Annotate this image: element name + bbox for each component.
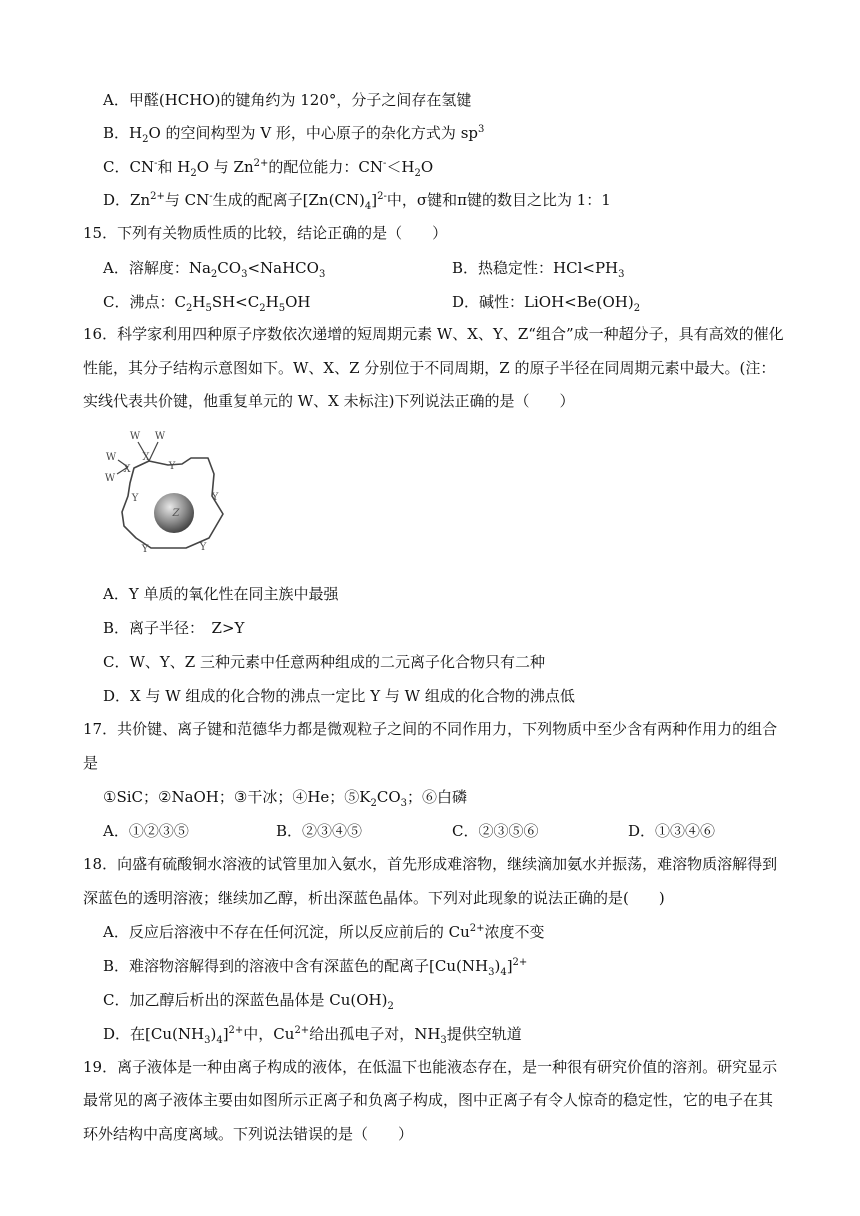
subscript: 2 bbox=[414, 168, 421, 179]
w-label: W bbox=[154, 431, 166, 442]
q15-option-b bbox=[452, 257, 625, 279]
q17-option-a: A．①②③⑤ bbox=[103, 822, 189, 840]
text: 的配位能力：CN bbox=[268, 158, 383, 176]
text: H bbox=[265, 293, 279, 311]
text: ] bbox=[371, 191, 378, 209]
text: O bbox=[420, 158, 434, 176]
z-label: Z bbox=[172, 508, 180, 519]
text: ] bbox=[506, 957, 513, 975]
subscript: 2 bbox=[633, 303, 641, 314]
text: A．溶解度：Na bbox=[103, 259, 211, 277]
text: D．在[Cu(NH bbox=[103, 1025, 205, 1043]
subscript: 4 bbox=[500, 967, 507, 978]
text: O 与 Zn bbox=[196, 158, 254, 176]
x-label: X bbox=[123, 464, 131, 475]
subscript: 2 bbox=[190, 168, 197, 179]
text: 生成的配离子[Zn(CN) bbox=[212, 191, 365, 209]
subscript: 2 bbox=[185, 303, 193, 314]
q19-stem-line-3: 环外结构中高度离域。下列说法错误的是（ ） bbox=[83, 1125, 414, 1143]
text: SH<C bbox=[211, 293, 260, 311]
q18-option-c bbox=[103, 989, 394, 1011]
q16-option-c: C．W、Y、Z 三种元素中任意两种组成的二元离子化合物只有二种 bbox=[103, 653, 545, 671]
subscript: 3 bbox=[440, 1035, 447, 1046]
subscript: 2 bbox=[259, 303, 266, 314]
text: ①SiC；②NaOH；③干冰；④He；⑤K bbox=[103, 788, 371, 806]
superscript: 2+ bbox=[253, 158, 269, 169]
subscript: 4 bbox=[216, 1035, 223, 1046]
text: <NaHCO bbox=[247, 259, 319, 277]
w-label: W bbox=[104, 473, 116, 484]
x-label: X bbox=[142, 452, 150, 463]
supramolecule-structure-diagram bbox=[98, 424, 244, 570]
q14-option-b bbox=[103, 122, 484, 144]
q18-stem-line-2: 深蓝色的透明溶液；继续加乙醇，析出深蓝色晶体。下列对此现象的说法正确的是( ) bbox=[83, 889, 665, 907]
subscript: 5 bbox=[278, 303, 286, 314]
subscript: 4 bbox=[364, 201, 372, 212]
q16-stem-line-2: 性能，其分子结构示意图如下。W、X、Z 分别位于不同周期，Z 的原子半径在同周期元素中最大。(注： bbox=[83, 359, 776, 377]
text: CO bbox=[376, 788, 401, 806]
q17-stem-line-2: 是 bbox=[83, 754, 99, 772]
q16-stem-line-1: 16．科学家利用四种原子序数依次递增的短周期元素 W、X、Y、Z“组合”成一种超分子，具有高效的催化 bbox=[83, 325, 784, 343]
q16-option-d: D．X 与 W 组成的化合物的沸点一定比 Y 与 W 组成的化合物的沸点低 bbox=[103, 687, 575, 705]
q16-stem-line-3: 实线代表共价键，他重复单元的 W、X 未标注)下列说法正确的是（ ） bbox=[83, 392, 575, 410]
text: C．加乙醇后析出的深蓝色晶体是 Cu(OH) bbox=[103, 991, 388, 1009]
q16-option-b: B．离子半径： Z>Y bbox=[103, 619, 245, 637]
text: 和 H bbox=[157, 158, 191, 176]
subscript: 3 bbox=[204, 1035, 211, 1046]
text: ) bbox=[210, 1025, 217, 1043]
subscript: 3 bbox=[488, 967, 495, 978]
q18-option-a bbox=[103, 921, 545, 943]
subscript: 2 bbox=[370, 798, 377, 809]
subscript: 5 bbox=[205, 303, 212, 314]
q19-stem-line-2: 最常见的离子液体主要由如图所示正离子和负离子构成，图中正离子有令人惊奇的稳定性，它的电子在其 bbox=[83, 1091, 774, 1109]
superscript: 3 bbox=[478, 124, 485, 135]
q18-option-b bbox=[103, 955, 527, 977]
text: ) bbox=[494, 957, 501, 975]
subscript: 2 bbox=[142, 134, 149, 145]
subscript: 3 bbox=[618, 269, 625, 280]
text: 中，σ键和π键的数目之比为 1：1 bbox=[386, 191, 611, 209]
q16-option-a: A．Y 单质的氧化性在同主族中最强 bbox=[103, 585, 339, 603]
q19-stem-line-1: 19．离子液体是一种由离子构成的液体，在低温下也能液态存在，是一种很有研究价值的溶剂。研究显示 bbox=[83, 1058, 778, 1076]
w-label: W bbox=[129, 431, 141, 442]
text: ；⑥白磷 bbox=[407, 788, 468, 806]
q18-option-d bbox=[103, 1023, 522, 1045]
subscript: 2 bbox=[210, 269, 218, 280]
text: 浓度不变 bbox=[484, 923, 545, 941]
subscript: 3 bbox=[241, 269, 248, 280]
q15-option-a bbox=[103, 257, 325, 279]
text: C．CN bbox=[103, 158, 155, 176]
q14-option-d bbox=[103, 189, 611, 211]
q15-option-d bbox=[452, 291, 640, 313]
w-label: W bbox=[105, 452, 117, 463]
q15-stem: 15．下列有关物质性质的比较，结论正确的是（ ） bbox=[83, 224, 448, 242]
q17-option-d: D．①③④⑥ bbox=[628, 822, 716, 840]
q15-option-c bbox=[103, 291, 310, 313]
superscript: 2+ bbox=[150, 191, 165, 202]
text: CO bbox=[217, 259, 242, 277]
y-label: Y bbox=[131, 493, 139, 504]
text: 提供空轨道 bbox=[446, 1025, 522, 1043]
text: B．难溶物溶解得到的溶液中含有深蓝色的配离子[Cu(NH bbox=[103, 957, 489, 975]
text: 与 CN bbox=[164, 191, 210, 209]
subscript: 3 bbox=[318, 269, 326, 280]
y-label: Y bbox=[199, 542, 207, 553]
superscript: - bbox=[209, 191, 213, 202]
text: 给出孤电子对，NH bbox=[309, 1025, 441, 1043]
superscript: 2- bbox=[377, 191, 387, 202]
superscript: 2+ bbox=[228, 1025, 244, 1036]
text: C．沸点：C bbox=[103, 293, 186, 311]
superscript: 2+ bbox=[512, 957, 528, 968]
subscript: 3 bbox=[400, 798, 408, 809]
q18-stem-line-1: 18．向盛有硫酸铜水溶液的试管里加入氨水，首先形成难溶物，继续滴加氨水并振荡，难溶物质溶解得到 bbox=[83, 855, 778, 873]
y-label: Y bbox=[168, 461, 176, 472]
text: D．碱性：LiOH<Be(OH) bbox=[452, 293, 634, 311]
q17-stem-line-1: 17．共价键、离子键和范德华力都是微观粒子之间的不同作用力，下列物质中至少含有两种作用力的组合 bbox=[83, 720, 778, 738]
q17-option-c: C．②③⑤⑥ bbox=[452, 822, 539, 840]
y-label: Y bbox=[211, 492, 219, 503]
text: A．反应后溶液中不存在任何沉淀，所以反应前后的 Cu bbox=[103, 923, 470, 941]
subscript: 2 bbox=[387, 1001, 394, 1012]
text: B．H bbox=[103, 124, 143, 142]
text: O 的空间构型为 V 形，中心原子的杂化方式为 sp bbox=[148, 124, 478, 142]
y-label: Y bbox=[141, 544, 149, 555]
text: OH bbox=[285, 293, 311, 311]
superscript: - bbox=[383, 158, 387, 169]
text: ] bbox=[222, 1025, 229, 1043]
text: ＜H bbox=[386, 158, 415, 176]
q14-option-a: A．甲醛(HCHO)的键角约为 120°，分子之间存在氢键 bbox=[103, 91, 472, 109]
q14-option-c bbox=[103, 156, 433, 178]
text: H bbox=[192, 293, 206, 311]
q17-substance-list bbox=[103, 786, 467, 808]
q17-option-b: B．②③④⑤ bbox=[276, 822, 363, 840]
text: 中，Cu bbox=[243, 1025, 295, 1043]
superscript: - bbox=[154, 158, 158, 169]
superscript: 2+ bbox=[294, 1025, 310, 1036]
superscript: 2+ bbox=[469, 923, 485, 934]
text: B．热稳定性：HCl<PH bbox=[452, 259, 619, 277]
text: D．Zn bbox=[103, 191, 151, 209]
